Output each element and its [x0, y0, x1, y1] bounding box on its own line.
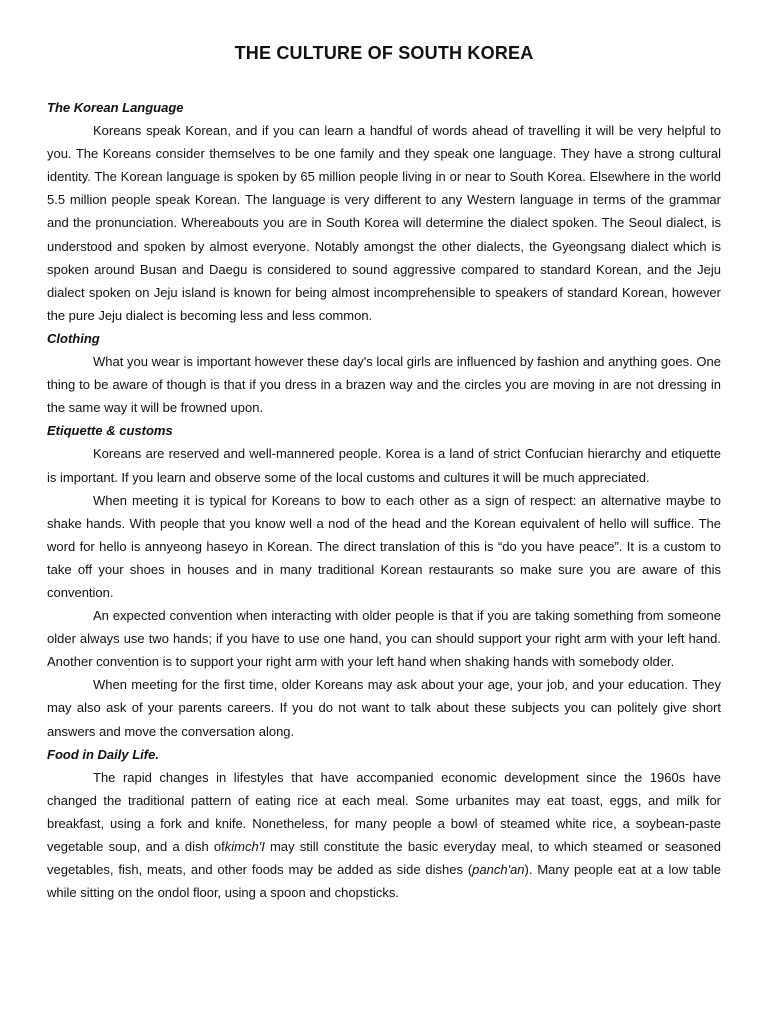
document-body — [47, 96, 721, 904]
paragraph: Koreans are reserved and well-mannered people. Korea is a land of strict Confucian hierarchy and etiquette is important. If you learn and observe some of the local customs and cultures it will be much appreciated. — [47, 446, 721, 485]
paragraph: Koreans speak Korean, and if you can learn a handful of words ahead of travelling it will be very helpful to you. The Koreans consider themselves to be one family and they speak one language. They have a strong cultural identity. The Korean language is spoken by 65 million people living in or near to South Korea. Elsewhere in the world 5.5 million people speak Korean. The language is very different to any Western language in terms of the grammar and the pronunciation. Whereabouts you are in South Korea will determine the dialect spoken. The Seoul dialect, is understood and spoken by almost everyone. Notably amongst the other dialects, the Gyeongsang dialect which is spoken around Busan and Daegu is considered to sound aggressive compared to standard Korean, and the Jeju dialect spoken on Jeju island is known for being almost incomprehensible to speakers of standard Korean, however the pure Jeju dialect is becoming less and less common. — [47, 123, 721, 323]
paragraph — [47, 766, 721, 905]
italic-term-kimchi: kimch'I — [224, 839, 265, 854]
paragraph-text: The rapid changes in lifestyles that have accompanied economic development since the 1960s have changed the traditional pattern of eating rice at each meal. Some urbanites may eat toast, eggs, and milk for breakfast, using a fork and knife. Nonetheless, for many people a bowl of steamed white rice, a soybean-paste vegetable soup, and a dish of — [47, 769, 721, 854]
section-heading-etiquette: Etiquette & customs — [47, 423, 173, 439]
italic-term-panchan: panch'an — [472, 862, 525, 878]
page-title: THE CULTURE OF SOUTH KOREA — [234, 43, 534, 63]
paragraph: When meeting it is typical for Koreans to bow to each other as a sign of respect: an alternative maybe to shake hands. With people that you know well a nod of the head and the Korean equivalent of hello will suffice. The word for hello is annyeong haseyo in Korean. The direct translation of this is “do you have peace”. It is a custom to take off your shoes in houses and in many traditional Korean restaurants so make sure you are aware of this convention. — [47, 492, 721, 600]
section-heading-food: Food in Daily Life. — [47, 746, 159, 762]
paragraph: What you wear is important however these day's local girls are influenced by fashion and anything goes. One thing to be aware of though is that if you dress in a brazen way and the circles you are moving in are not dressing in the same way it will be frowned upon. — [47, 354, 721, 416]
section-heading-clothing: Clothing — [47, 330, 100, 346]
paragraph: An expected convention when interacting with older people is that if you are taking something from someone older always use two hands; if you have to use one hand, you can should support your right arm with your left hand. Another convention is to support your right arm with your left hand when shaking hands with somebody older. — [47, 608, 721, 670]
paragraph-text: may still constitute the basic everyday meal, to which steamed or seasoned vegetables, fish, meats, and other foods may be added as side dishes ( — [47, 839, 721, 878]
paragraph-text: ). Many people eat at a low table while sitting on the ondol floor, using a spoon and chopsticks. — [47, 862, 722, 901]
section-heading-korean-language: The Korean Language — [47, 100, 184, 115]
paragraph: When meeting for the first time, older Koreans may ask about your age, your job, and your education. They may also ask of your parents careers. If you do not want to talk about these subjects you can politely give short answers and move the conversation along. — [47, 677, 721, 739]
